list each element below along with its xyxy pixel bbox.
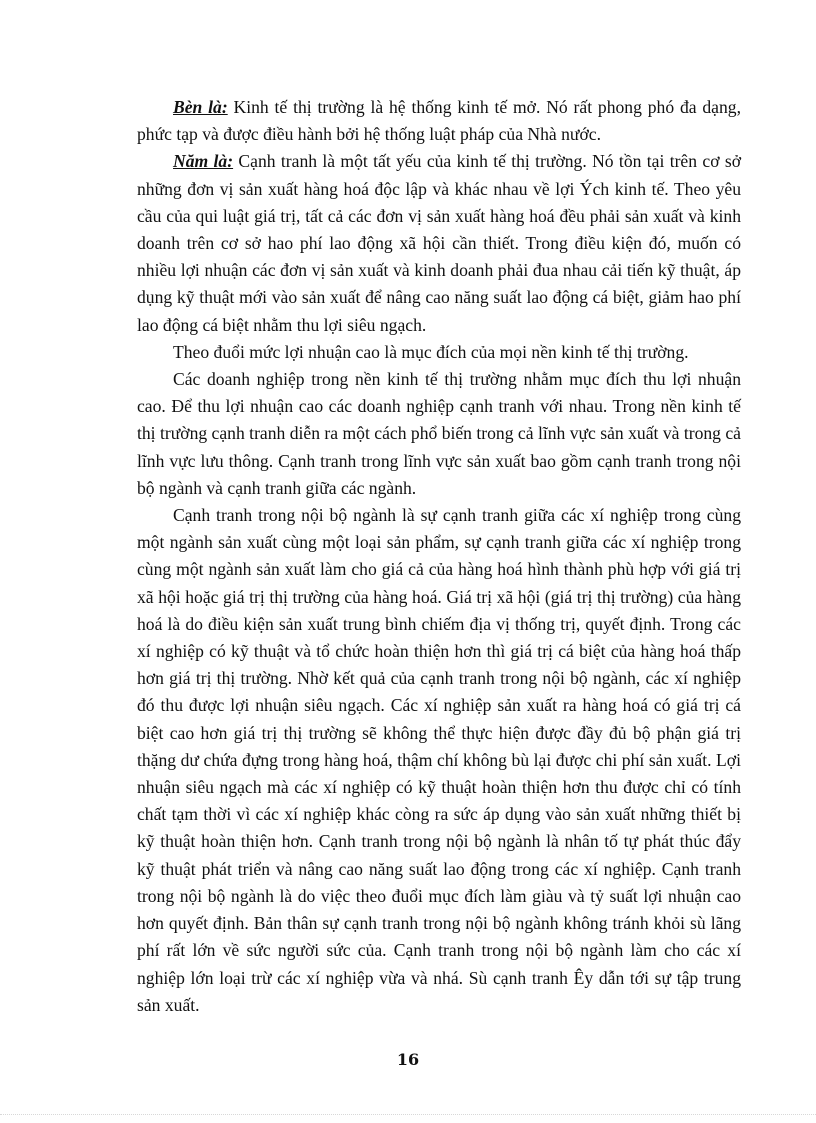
paragraph-text: Kinh tế thị trường là hệ thống kinh tế mở. Nó rất phong phó đa dạng, phức tạp và được điều hành bởi hệ thống luật pháp của Nhà nước.: [137, 97, 741, 145]
paragraph-intra-industry: [137, 502, 741, 1019]
paragraph-sau-la: [137, 94, 741, 148]
page-number: 16: [396, 1050, 420, 1069]
paragraph-text: Các doanh nghiệp trong nền kinh tế thị trường nhằm mục đích thu lợi nhuận cao. Để thu lợi nhuận cao các doanh nghiệp cạnh tranh với nhau. Trong nền kinh tế thị trường cạnh tranh diễn ra một cách phổ biến trong cả lĩnh vực sản xuất và trong cả lĩnh vực lưu thông. Cạnh tranh trong lĩnh vực sản xuất bao gồm cạnh tranh trong nội bộ ngành và cạnh tranh giữa các ngành.: [137, 369, 741, 498]
footer-divider: [0, 1114, 816, 1115]
paragraph-lead-label: Bèn là:: [173, 97, 228, 117]
paragraph-text: Cạnh tranh trong nội bộ ngành là sự cạnh tranh giữa các xí nghiệp trong cùng một ngành sản xuất cùng một loại sản phẩm, sự cạnh tranh giữa các xí nghiệp trong cùng một ngành sản xuất làm cho giá cả của hàng hoá hình thành phù hợp với giá trị xã hội hoặc giá trị thị trường của hàng hoá. Giá trị xã hội (giá trị thị trường) của hàng hoá là do điều kiện sản xuất trung bình chiếm địa vị thống trị, quyết định. Trong các xí nghiệp có kỹ thuật và tổ chức hoàn thiện hơn thì giá trị cá biệt của hàng hoá thấp hơn giá trị thị trường. Nhờ kết quả của cạnh tranh trong nội bộ ngành, các xí nghiệp đó thu được lợi nhuận siêu ngạch. Các xí nghiệp sản xuất ra hàng hoá có giá trị cá biệt cao hơn giá trị thị trường sẽ không thể thực hiện được đầy đủ bộ phận giá trị thặng dư chứa đựng trong hàng hoá, thậm chí không bù lại được chi phí sản xuất. Lợi nhuận siêu ngạch mà các xí nghiệp có kỹ thuật hoàn thiện hơn thu được chỉ có tính chất tạm thời vì các xí nghiệp khác còng ra sức áp dụng vào sản xuất những thiết bị kỹ thuật hoàn thiện hơn. Cạnh tranh trong nội bộ ngành là nhân tố tự phát thúc đẩy kỹ thuật phát triển và nâng cao năng suất lao động trong các xí nghiệp. Cạnh tranh trong nội bộ ngành là do việc theo đuổi mục đích làm giàu và tỷ suất lợi nhuận cao hơn quyết định. Bản thân sự cạnh tranh trong nội bộ ngành không tránh khỏi sù lãng phí rất lớn về sức người sức của. Cạnh tranh trong nội bộ ngành làm cho các xí nghiệp lớn loại trừ các xí nghiệp vừa và nhá. Sù cạnh tranh Êy dẫn tới sự tập trung sản xuất.: [137, 505, 741, 1015]
paragraph-text: Theo đuổi mức lợi nhuận cao là mục đích của mọi nền kinh tế thị trường.: [173, 341, 689, 362]
paragraph-nam-la: [137, 148, 741, 338]
paragraph-lead-label: Năm là:: [173, 151, 234, 172]
paragraph-text: Cạnh tranh là một tất yếu của kinh tế thị trường. Nó tồn tại trên cơ sở những đơn vị sản xuất hàng hoá độc lập và khác nhau về lợi Ých kinh tế. Theo yêu cầu của qui luật giá trị, tất cả các đơn vị sản xuất hàng hoá đều phải sản xuất và kinh doanh trên cơ sở hao phí lao động xã hội cần thiết. Trong điều kiện đó, muốn có nhiều lợi nhuận các đơn vị sản xuất và kinh doanh phải đua nhau cải tiến kỹ thuật, áp dụng kỹ thuật mới vào sản xuất để nâng cao năng suất lao động cá biệt, giảm hao phí lao động cá biệt nhằm thu lợi siêu ngạch.: [137, 151, 741, 335]
paragraph-enterprises: [137, 366, 741, 502]
body-text: [137, 94, 741, 1019]
paragraph-profit-goal: [137, 339, 741, 366]
